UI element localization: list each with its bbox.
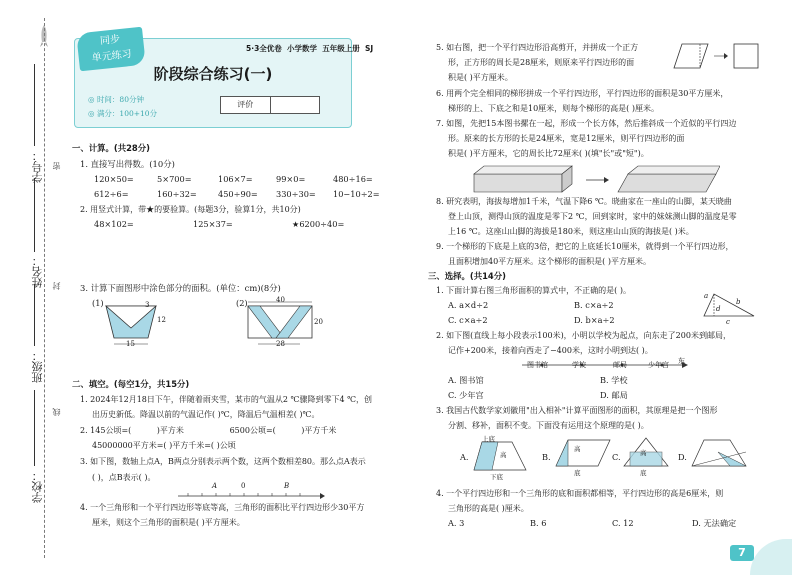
f5-line-b: 形，正方形的周长是28厘米，则原来平行四边形的面 bbox=[448, 58, 635, 67]
place-youth-center: 少年宫 bbox=[648, 361, 669, 369]
score-box bbox=[220, 96, 320, 114]
f7-line-b: 形。原来的长方形的长是24厘米，宽是12厘米，则平行四边形的面 bbox=[448, 134, 685, 143]
tag-line-1: 同步 bbox=[99, 34, 121, 48]
c1-option-d[interactable]: D. b×a÷2 bbox=[574, 315, 615, 325]
f4-line-b: 厘米，则这个三角形的面积是( )平方厘米。 bbox=[92, 518, 245, 527]
c3a-height-label: 高 bbox=[500, 451, 507, 459]
page-corner-decoration bbox=[750, 539, 792, 575]
f9-line-b: 且面积增加40平方厘米。这个梯形的面积是( )平方厘米。 bbox=[448, 257, 651, 266]
calc-item: ★6200÷40= bbox=[292, 219, 345, 229]
calc-item: 106×7= bbox=[218, 174, 253, 184]
place-school: 学校 bbox=[572, 361, 586, 369]
school-blank[interactable] bbox=[34, 390, 35, 466]
f8-line-c: 上16 ℃。这座山山脚的海拔是180米，则这座山山顶的海拔是( )米。 bbox=[448, 227, 694, 236]
parallelogram-to-square-figure bbox=[672, 40, 764, 72]
class-label: 班级： bbox=[31, 350, 44, 383]
c4-option-c[interactable]: C. 12 bbox=[612, 518, 634, 528]
tri-label-b: b bbox=[736, 298, 741, 306]
c4-option-a[interactable]: A. 3 bbox=[448, 518, 465, 528]
seal-mark-xian: 线 bbox=[52, 408, 61, 416]
calc-item: 99×0= bbox=[276, 174, 306, 184]
calc-item: 48×102= bbox=[94, 219, 134, 229]
f3-line-a: 3. 如下图，数轴上点A，B两点分别表示两个数，这两个数相差80。那么点A表示 bbox=[80, 457, 366, 466]
c3a-top-label: 上底 bbox=[482, 435, 495, 443]
c3-line-b: 分割、移补，面积不变。下面没有运用这个原理的是( )。 bbox=[448, 421, 649, 430]
c4-line-b: 三角形的高是( )厘米。 bbox=[448, 504, 529, 513]
fig1-top-label: 3 bbox=[145, 301, 150, 309]
full-score: ◎ 满分：100+10分 bbox=[88, 109, 158, 118]
point-b-label: B bbox=[284, 482, 290, 490]
figure2-label: (2) bbox=[236, 298, 248, 308]
c3c-height-label: 高 bbox=[640, 449, 647, 457]
c1-option-b[interactable]: B. c×a÷2 bbox=[574, 300, 614, 310]
f7-line-a: 7. 如图，先把15本图书摞在一起，形成一个长方体，然后推斜成一个近似的平行四边 bbox=[436, 119, 737, 128]
c3c-base-label: 底 bbox=[640, 469, 647, 477]
f2-line-b: 45000000平方米=( )平方千米=( )公顷 bbox=[92, 441, 236, 450]
tri-label-c: c bbox=[726, 318, 730, 326]
c1-option-a[interactable]: A. a×d÷2 bbox=[448, 300, 489, 310]
score-field[interactable] bbox=[271, 97, 320, 113]
c3b-height-label: 高 bbox=[574, 445, 581, 453]
f8-line-a: 8. 研究表明，海拔每增加1千米，气温下降6 ℃。晓曲家在一座山的山脚，某天晓曲 bbox=[436, 197, 732, 206]
section-calculation-title: 一、计算。(共28分) bbox=[72, 143, 150, 153]
section-fill-title: 二、填空。(每空1分，共15分) bbox=[72, 379, 190, 389]
clock-icon: ◎ bbox=[88, 95, 97, 104]
f7-line-c: 积是( )平方厘米，它的周长比72厘米( )(填"长"或"短")。 bbox=[448, 149, 649, 158]
f5-line-a: 5. 如右图，把一个平行四边形沿高剪开，并拼成一个正方 bbox=[436, 43, 639, 52]
c2-line-b: 记作+200米，接着向西走了−400米，这时小明到达( )。 bbox=[448, 346, 653, 355]
series-label: 5·3全优卷 小学数学 五年级上册 SJ bbox=[246, 44, 374, 53]
q3-prompt: 3. 计算下面图形中涂色部分的面积。(单位：cm)(8分) bbox=[80, 283, 281, 293]
c1-option-c[interactable]: C. c×a÷2 bbox=[448, 315, 488, 325]
fig1-base-label: 15 bbox=[126, 340, 135, 348]
point-a-label: A bbox=[212, 482, 218, 490]
calc-item: 480÷16= bbox=[333, 174, 373, 184]
c3-option-c[interactable]: C. bbox=[612, 452, 621, 462]
f1-line-b: 出历史新低。降温以前的气温记作( )℃，降温后气温相差( )℃。 bbox=[92, 410, 320, 419]
calc-item: 330÷30= bbox=[276, 189, 316, 199]
q1-prompt: 1. 直接写出得数。(10分) bbox=[80, 159, 175, 169]
f1-line-a: 1. 2024年12月18日下午，伴随着雨夹雪，某市的气温从2 ℃骤降到零下4 ℃，创 bbox=[80, 395, 373, 404]
place-library: 图书馆 bbox=[527, 361, 548, 369]
c3-figure-c-triangle bbox=[622, 436, 672, 476]
seal-mark-feng: 封 bbox=[52, 282, 61, 290]
calc-item: 120×50= bbox=[94, 174, 134, 184]
fig1-height-label: 12 bbox=[157, 316, 166, 324]
school-label: 学校： bbox=[31, 470, 44, 503]
c3b-base-label: 底 bbox=[574, 469, 581, 477]
c3-figure-d-trapezoid bbox=[690, 436, 750, 476]
score-label: 评价 bbox=[221, 97, 271, 113]
number-line bbox=[176, 482, 326, 504]
calc-item: 125×37= bbox=[193, 219, 233, 229]
tri-label-d: d bbox=[716, 305, 721, 313]
c2-option-a[interactable]: A. 图书馆 bbox=[448, 375, 484, 385]
q2-prompt: 2. 用竖式计算，带★的要验算。(每题3分，验算1分，共10分) bbox=[80, 205, 301, 214]
c4-option-b[interactable]: B. 6 bbox=[530, 518, 547, 528]
origin-label: 0 bbox=[241, 482, 246, 490]
book-stack-figure bbox=[470, 160, 720, 196]
f2-line-a: 2. 145公顷=( )平方米 6500公顷=( )平方千米 bbox=[80, 426, 337, 435]
f3-line-b: ( )，点B表示( )。 bbox=[92, 473, 156, 482]
place-post-office: 邮局 bbox=[613, 361, 627, 369]
f6-line-a: 6. 用两个完全相同的梯形拼成一个平行四边形，平行四边形的面积是30平方厘米， bbox=[436, 89, 729, 98]
star-icon: ◎ bbox=[88, 109, 97, 118]
fig2-top-label: 40 bbox=[276, 296, 285, 304]
tri-label-a: a bbox=[704, 292, 709, 300]
f4-line-a: 4. 一个三角形和一个平行四边形等底等高，三角形的面积比平行四边形少30平方 bbox=[80, 503, 365, 512]
student-id-label: 学号： bbox=[31, 150, 44, 183]
fig2-height-label: 20 bbox=[314, 318, 323, 326]
calc-item: 450÷90= bbox=[218, 189, 258, 199]
calc-item: 160÷32= bbox=[157, 189, 197, 199]
student-id-blank[interactable] bbox=[34, 64, 35, 146]
f6-line-b: 梯形的上、下底之和是10厘米，则每个梯形的高是( )厘米。 bbox=[448, 104, 659, 113]
class-blank[interactable] bbox=[34, 284, 35, 346]
c3-figure-b-parallelogram bbox=[554, 436, 614, 476]
figure1-label: (1) bbox=[92, 298, 104, 308]
c3a-bottom-label: 下底 bbox=[490, 473, 503, 481]
f8-line-b: 登上山顶，测得山顶的温度是零下2 ℃，回到家时，家中的妹妹测山脚的温度是零 bbox=[448, 212, 737, 221]
f5-line-c: 积是( )平方厘米。 bbox=[448, 73, 513, 82]
name-blank[interactable] bbox=[34, 178, 35, 252]
fig2-base-label: 28 bbox=[276, 340, 285, 348]
c4-line-a: 4. 一个平行四边形和一个三角形的底和面积都相等，平行四边形的高是6厘米，则 bbox=[436, 489, 724, 498]
tag-line-2: 单元练习 bbox=[91, 48, 133, 65]
section-choice-title: 三、选择。(共14分) bbox=[428, 271, 506, 281]
c1-prompt: 1. 下面计算右图三角形面积的算式中，不正确的是( )。 bbox=[436, 286, 631, 295]
c4-option-d[interactable]: D. 无法确定 bbox=[692, 518, 737, 528]
c2-option-b[interactable]: B. 学校 bbox=[600, 375, 628, 385]
name-label: 姓名： bbox=[31, 255, 44, 288]
page-number: 7 bbox=[730, 545, 754, 561]
triangle-figure bbox=[700, 290, 760, 322]
time-limit: ◎ 时间：80分钟 bbox=[88, 95, 144, 104]
c2-option-c[interactable]: C. 少年宫 bbox=[448, 390, 484, 400]
calc-item: 5×700= bbox=[157, 174, 192, 184]
c2-line-a: 2. 如下图(直线上每小段表示100米)，小明以学校为起点，向东走了200米到邮局， bbox=[436, 331, 731, 340]
c3-option-d[interactable]: D. bbox=[678, 452, 687, 462]
seal-mark-mi: 密 bbox=[52, 162, 61, 170]
c2-option-d[interactable]: D. 邮局 bbox=[600, 390, 628, 400]
calc-item: 10−10÷2= bbox=[333, 189, 380, 199]
calc-item: 612÷6= bbox=[94, 189, 129, 199]
page-title: 阶段综合练习(一) bbox=[153, 65, 273, 83]
f9-line-a: 9. 一个梯形的下底是上底的3倍，把它的上底延长10厘米，就得到一个平行四边形， bbox=[436, 242, 734, 251]
c3-line-a: 3. 我国古代数学家刘徽用"出入相补"计算平面图形的面积，其原理是把一个图形 bbox=[436, 406, 718, 415]
c3-option-a[interactable]: A. bbox=[460, 452, 469, 462]
binding-margin bbox=[0, 0, 62, 575]
east-label: 东 bbox=[678, 357, 685, 365]
c3-option-b[interactable]: B. bbox=[542, 452, 551, 462]
